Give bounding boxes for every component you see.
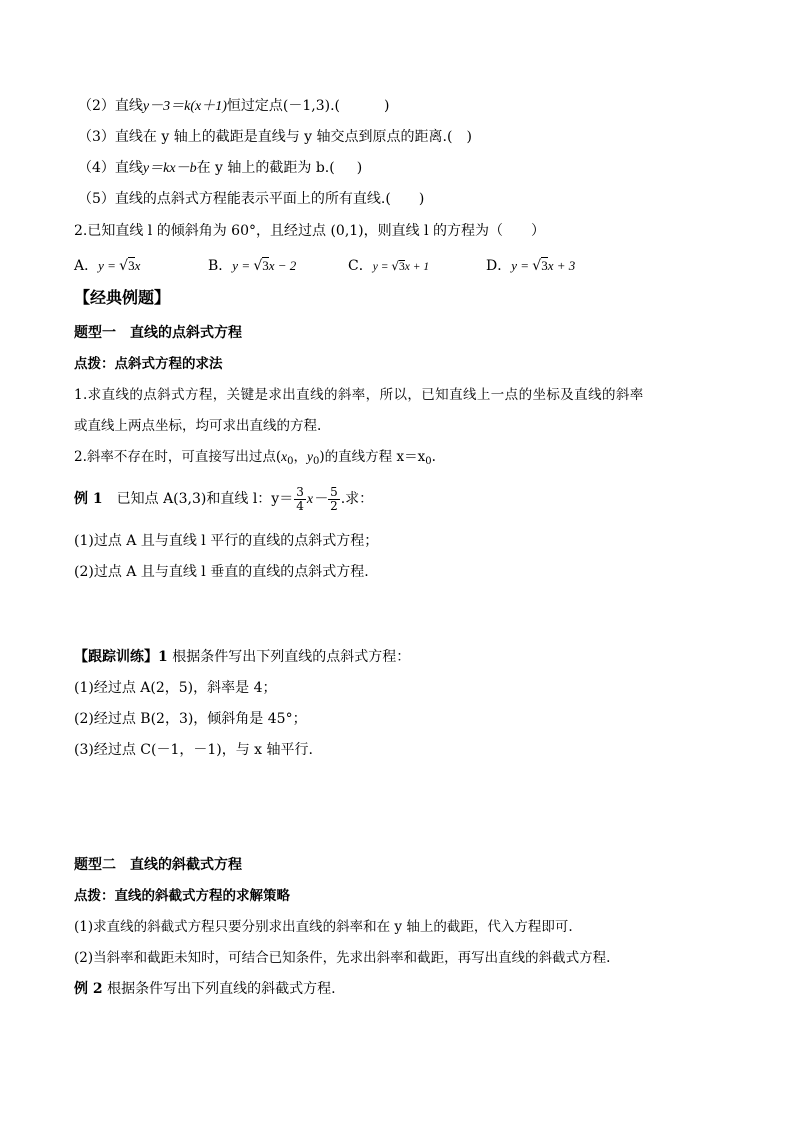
training-text: 根据条件写出下列直线的点斜式方程： xyxy=(172,649,411,665)
example-1-q2: (2)过点 A 且与直线 l 垂直的直线的点斜式方程. xyxy=(74,564,369,580)
item-text: ) xyxy=(384,98,390,114)
type-1-tip-1a: 1.求直线的点斜式方程，关键是求出直线的斜率，所以，已知直线上一点的坐标及直线的斜率 xyxy=(74,387,644,403)
item-text: 直线在 y 轴上的截距是直线与 y 轴交点到原点的距离.( ) xyxy=(114,129,472,145)
option-label: D． xyxy=(486,258,512,274)
section-title: 【经典例题】 xyxy=(74,288,171,307)
item-text: 直线 xyxy=(114,160,143,176)
option-label: B． xyxy=(208,258,233,274)
radicand: 3 xyxy=(541,258,548,273)
subscript: 0 xyxy=(313,456,320,467)
subscript: 0 xyxy=(425,456,432,467)
item-equation: y－3＝k(x＋1) xyxy=(142,99,227,114)
sqrt-symbol: √ xyxy=(391,259,399,273)
training-1 xyxy=(74,648,410,666)
question-2-stem: 2.已知直线 l 的倾斜角为 60°，且经过点 (0,1)，则直线 l 的方程为（ ） xyxy=(74,223,546,239)
item-number: （4） xyxy=(78,160,115,176)
type-1-tip-title: 点拨：点斜式方程的求法 xyxy=(74,356,223,372)
radicand: 3 xyxy=(399,261,405,273)
item-number: （5） xyxy=(78,191,115,207)
option-math: y = xyxy=(98,258,120,273)
example-text: 根据条件写出下列直线的斜截式方程. xyxy=(107,981,336,997)
type-2-tip-title: 点拨：直线的斜截式方程的求解策略 xyxy=(74,888,290,904)
item-number: （2） xyxy=(78,98,115,114)
option-math: y = xyxy=(511,258,533,273)
sqrt-symbol: √ xyxy=(532,258,542,274)
training-q2: (2)经过点 B(2，3)，倾斜角是 45°； xyxy=(74,711,307,727)
fraction-3-4 xyxy=(294,486,306,513)
judgement-item-5 xyxy=(78,190,424,208)
type-1-tip-2 xyxy=(74,448,436,471)
option-d[interactable] xyxy=(486,257,575,275)
example-text: .求： xyxy=(340,491,374,507)
option-c[interactable] xyxy=(348,257,429,276)
sqrt-symbol: √ xyxy=(119,258,129,274)
option-math: y = xyxy=(372,261,392,273)
type-1-tip-1b: 或直线上两点坐标，均可求出直线的方程. xyxy=(74,418,322,434)
option-label: A． xyxy=(74,258,99,274)
judgement-item-2 xyxy=(78,97,389,116)
judgement-item-3 xyxy=(78,128,472,146)
option-b[interactable] xyxy=(208,257,296,275)
example-text: 已知点 A(3,3)和直线 l：y＝ xyxy=(102,491,294,507)
item-text: 直线的点斜式方程能表示平面上的所有直线.( ) xyxy=(114,191,425,207)
type-1-title: 题型一 直线的点斜式方程 xyxy=(74,325,242,341)
option-math: x + 3 xyxy=(547,258,576,273)
fraction-5-2 xyxy=(328,486,340,513)
type-2-tip-2: (2)当斜率和截距未知时，可结合已知条件，先求出斜率和截距，再写出直线的斜截式方程. xyxy=(74,950,611,966)
example-2 xyxy=(74,980,336,998)
numerator: 3 xyxy=(296,484,304,499)
option-math: x xyxy=(134,258,141,273)
example-math: x－ xyxy=(306,492,328,507)
training-q1: (1)经过点 A(2，5)，斜率是 4； xyxy=(74,680,277,696)
example-label: 例 2 xyxy=(74,981,103,997)
item-text: 恒过定点(－1,3).( xyxy=(226,98,340,114)
var-x: x xyxy=(281,449,288,464)
tip-text: ， xyxy=(293,449,308,465)
item-number: （3） xyxy=(78,129,115,145)
example-label: 例 1 xyxy=(74,491,103,507)
sqrt-symbol: √ xyxy=(253,258,263,274)
judgement-item-4 xyxy=(78,159,362,178)
example-1-q1: (1)过点 A 且与直线 l 平行的直线的点斜式方程； xyxy=(74,533,379,549)
tip-text: 2.斜率不存在时，可直接写出过点( xyxy=(74,449,282,465)
training-q3: (3)经过点 C(－1，－1)，与 x 轴平行. xyxy=(74,742,313,758)
option-math: x + 1 xyxy=(404,261,430,273)
denominator: 2 xyxy=(330,498,338,513)
tip-text: . xyxy=(431,449,436,465)
example-1 xyxy=(74,484,373,515)
denominator: 4 xyxy=(296,498,304,513)
option-math: y = xyxy=(232,258,254,273)
radicand: 3 xyxy=(128,258,135,273)
numerator: 5 xyxy=(330,484,338,499)
item-text: 直线 xyxy=(114,98,143,114)
tip-text: )的直线方程 x＝x xyxy=(319,449,426,465)
item-equation: y＝kx－b xyxy=(142,161,197,176)
type-2-title: 题型二 直线的斜截式方程 xyxy=(74,857,242,873)
var-y: y xyxy=(307,449,314,464)
training-title: 【跟踪训练】1 xyxy=(74,649,168,665)
radicand: 3 xyxy=(262,258,269,273)
option-label: C． xyxy=(348,258,373,274)
subscript: 0 xyxy=(287,456,294,467)
item-text: ) xyxy=(356,160,363,176)
type-2-tip-1: (1)求直线的斜截式方程只要分别求出直线的斜率和在 y 轴上的截距，代入方程即可. xyxy=(74,919,573,935)
option-a[interactable] xyxy=(74,257,140,275)
option-math: x − 2 xyxy=(268,258,297,273)
item-text: 在 y 轴上的截距为 b.( xyxy=(196,160,335,176)
